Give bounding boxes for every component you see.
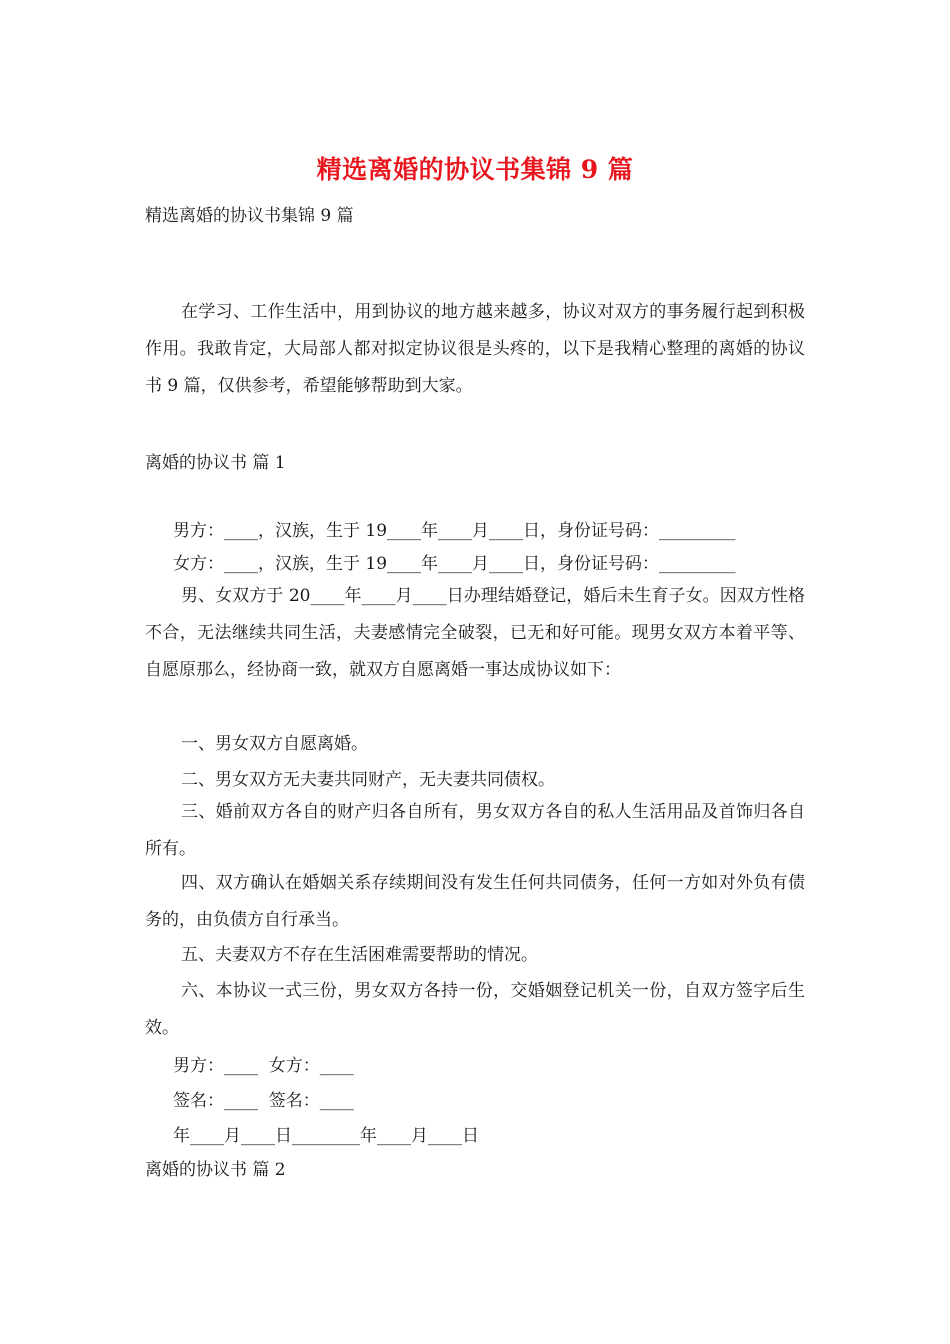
clause-5: 五、夫妻双方不存在生活困难需要帮助的情况。 bbox=[181, 945, 538, 965]
clause-2: 二、男女双方无夫妻共同财产，无夫妻共同债权。 bbox=[181, 770, 555, 790]
section-2-heading: 离婚的协议书 篇 2 bbox=[145, 1160, 286, 1180]
clause-3: 三、婚前双方各自的财产归各自所有，男女双方各自的私人生活用品及首饰归各自所有。 bbox=[145, 802, 805, 859]
document-title: 精选离婚的协议书集锦 9 篇 bbox=[316, 155, 634, 184]
male-info-line: 男方：____，汉族，生于 19____年____月____日，身份证号码：_________ bbox=[173, 521, 736, 541]
signature-names: 签名：____ 签名：____ bbox=[173, 1091, 354, 1111]
background-paragraph: 男、女双方于 20____年____月____日办理结婚登记，婚后未生育子女。因双方性格不合，无法继续共同生活，夫妻感情完全破裂，已无和好可能。现男女双方本着平等、自愿原那么，经协商一致，就双方自愿离婚一事达成协议如下： bbox=[145, 586, 805, 680]
document-subtitle: 精选离婚的协议书集锦 9 篇 bbox=[145, 206, 354, 226]
clause-4: 四、双方确认在婚姻关系存续期间没有发生任何共同债务，任何一方如对外负有债务的，由负债方自行承当。 bbox=[145, 873, 805, 930]
intro-paragraph: 在学习、工作生活中，用到协议的地方越来越多，协议对双方的事务履行起到积极作用。我敢肯定，大局部人都对拟定协议很是头疼的，以下是我精心整理的离婚的协议书 9 篇，仅供参考，希望能够帮助到大家。 bbox=[145, 302, 805, 396]
signature-parties: 男方：____ 女方：____ bbox=[173, 1056, 354, 1076]
section-1-heading: 离婚的协议书 篇 1 bbox=[145, 453, 286, 473]
signature-dates: 年____月____日________年____月____日 bbox=[173, 1126, 479, 1146]
clause-6: 六、本协议一式三份，男女双方各持一份，交婚姻登记机关一份，自双方签字后生效。 bbox=[145, 981, 805, 1038]
clause-1: 一、男女双方自愿离婚。 bbox=[181, 734, 368, 754]
female-info-line: 女方：____，汉族，生于 19____年____月____日，身份证号码：_________ bbox=[173, 554, 736, 574]
